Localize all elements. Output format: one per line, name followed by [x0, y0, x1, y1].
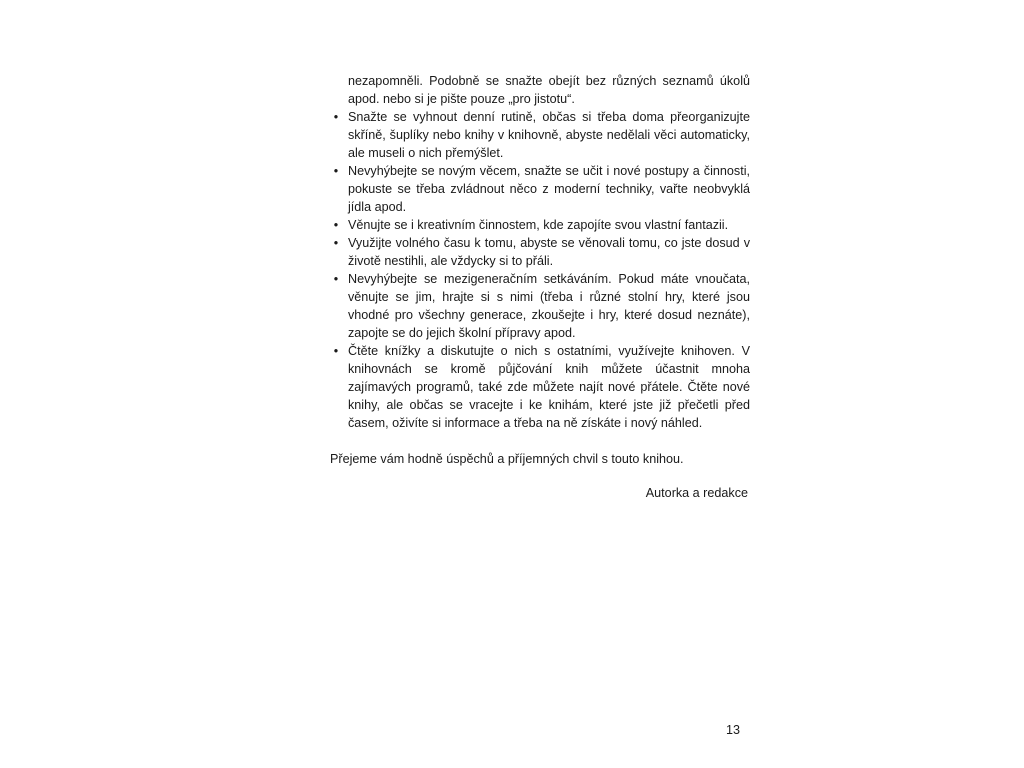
closing-sentence: Přejeme vám hodně úspěchů a příjemných chvil s touto knihou. [330, 452, 684, 466]
text-column [330, 72, 750, 502]
list-item-text: Nevyhýbejte se novým věcem, snažte se učit i nové postupy a činnosti, pokuste se třeba zvládnout něco z moderní techniky, vařte neobvyklá jídla apod. [348, 164, 750, 214]
list-item-text: Čtěte knížky a diskutujte o nich s ostatními, využívejte knihoven. V knihovnách se kromě půjčování knih můžete účastnit mnoha zajímavých programů, také zde můžete najít nové přátele. Čtěte nové knihy, ale občas se vracejte i ke knihám, které jste již přečetli před časem, oživíte si informace a třeba na ně získáte i nový náhled. [348, 344, 750, 430]
bullet-icon: • [333, 218, 339, 232]
list-item [330, 108, 750, 162]
bullet-icon: • [333, 272, 339, 286]
list-item-text: Snažte se vyhnout denní rutině, občas si třeba doma přeorganizujte skříně, šuplíky nebo knihy v knihovně, abyste nedělali věci automaticky, ale museli o nich přemýšlet. [348, 110, 750, 160]
bullet-icon: • [333, 164, 339, 178]
list-item-text: Využijte volného času k tomu, abyste se věnovali tomu, co jste dosud v životě nestihli, ale vždycky si to přáli. [348, 236, 750, 268]
list-item [330, 342, 750, 432]
list-item [330, 216, 750, 234]
bullet-icon: • [333, 110, 339, 124]
list-item [330, 162, 750, 216]
bullet-icon: • [333, 344, 339, 358]
bullet-icon: • [333, 236, 339, 250]
signature: Autorka a redakce [645, 486, 748, 500]
list-item-text: Věnujte se i kreativním činnostem, kde zapojíte svou vlastní fantazii. [348, 218, 729, 232]
page-number: 13 [726, 723, 741, 737]
list-item-text: Nevyhýbejte se mezigeneračním setkáváním. Pokud máte vnoučata, věnujte se jim, hrajte si s nimi (třeba i různé stolní hry, které jsou vhodné pro všechny generace, zkoušejte i hry, které dosud neznáte), zapojte se do jejich školní přípravy apod. [348, 272, 750, 340]
tips-list [330, 108, 750, 432]
list-item [330, 270, 750, 342]
continuation-paragraph: nezapomněli. Podobně se snažte obejít bez různých seznamů úkolů apod. nebo si je pište pouze „pro jistotu“. [348, 74, 750, 106]
list-item [330, 234, 750, 270]
